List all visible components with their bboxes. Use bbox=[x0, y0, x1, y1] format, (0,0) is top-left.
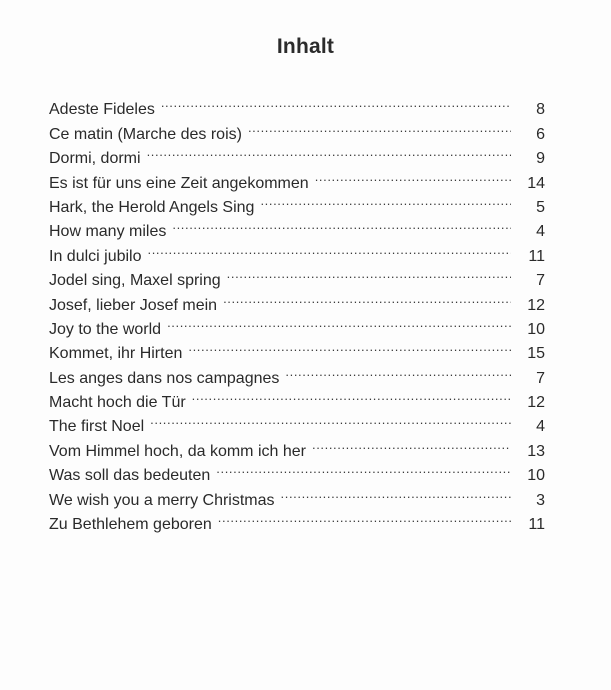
dot-leader bbox=[227, 261, 511, 285]
toc-entry-page: 11 bbox=[528, 516, 545, 534]
dot-leader bbox=[172, 212, 511, 236]
toc-entry-title: Kommet, ihr Hirten bbox=[49, 345, 183, 363]
toc-entry-title: Josef, lieber Josef mein bbox=[49, 296, 218, 314]
dot-leader bbox=[260, 188, 511, 212]
toc-entry-title: The first Noel bbox=[49, 418, 145, 436]
toc-entry-title: Zu Bethlehem geboren bbox=[49, 516, 212, 534]
toc-entry-title: Adeste Fideles bbox=[49, 101, 155, 119]
toc-entry-page: 12 bbox=[527, 296, 545, 314]
toc-entry-title: Ce matin (Marche des rois) bbox=[49, 125, 242, 143]
toc-entry-page: 5 bbox=[536, 198, 545, 216]
toc-entry-title: Es ist für uns eine Zeit angekommen bbox=[49, 174, 309, 192]
toc-entry-title: How many miles bbox=[49, 223, 167, 241]
dot-leader bbox=[281, 480, 511, 504]
toc-entry-page: 10 bbox=[527, 467, 545, 485]
dot-leader bbox=[285, 358, 511, 382]
toc-entry-title: Joy to the world bbox=[49, 320, 162, 338]
toc-entry-title: We wish you a merry Christmas bbox=[49, 491, 275, 509]
dot-leader bbox=[167, 310, 511, 334]
toc-entry-page: 15 bbox=[527, 345, 545, 363]
dot-leader bbox=[216, 456, 511, 480]
dot-leader bbox=[192, 383, 511, 407]
toc-entry-title: Macht hoch die Tür bbox=[49, 394, 186, 412]
toc-entry-title: Jodel sing, Maxel spring bbox=[49, 272, 221, 290]
dot-leader bbox=[218, 505, 511, 529]
toc-entry-page: 6 bbox=[536, 125, 545, 143]
toc-entry-page: 3 bbox=[536, 491, 545, 509]
toc-entry-page: 9 bbox=[536, 150, 545, 168]
dot-leader bbox=[188, 334, 511, 358]
toc-entry-title: In dulci jubilo bbox=[49, 247, 142, 265]
table-of-contents bbox=[49, 90, 545, 534]
toc-entry-page: 7 bbox=[536, 369, 545, 387]
toc-entry-page: 14 bbox=[527, 174, 545, 192]
dot-leader bbox=[150, 407, 511, 431]
toc-entry-title: Vom Himmel hoch, da komm ich her bbox=[49, 442, 306, 460]
dot-leader bbox=[315, 163, 511, 187]
dot-leader bbox=[223, 285, 511, 309]
toc-entry-title: Les anges dans nos campagnes bbox=[49, 369, 280, 387]
toc-entry-title: Dormi, dormi bbox=[49, 150, 141, 168]
toc-entry-page: 12 bbox=[527, 394, 545, 412]
toc-entry-page: 4 bbox=[536, 418, 545, 436]
toc-entry-page: 11 bbox=[528, 247, 545, 265]
page-title: Inhalt bbox=[276, 35, 335, 58]
toc-entry-page: 8 bbox=[536, 101, 545, 119]
dot-leader bbox=[148, 236, 512, 260]
dot-leader bbox=[147, 139, 511, 163]
toc-entry-page: 10 bbox=[527, 320, 545, 338]
toc-entry bbox=[49, 90, 545, 119]
toc-entry-page: 7 bbox=[536, 272, 545, 290]
toc-entry-page: 4 bbox=[536, 223, 545, 241]
dot-leader bbox=[161, 90, 511, 114]
toc-entry-title: Hark, the Herold Angels Sing bbox=[49, 198, 255, 216]
dot-leader bbox=[248, 114, 511, 138]
toc-entry-title: Was soll das bedeuten bbox=[49, 467, 211, 485]
toc-entry-page: 13 bbox=[527, 442, 545, 460]
dot-leader bbox=[312, 431, 511, 455]
